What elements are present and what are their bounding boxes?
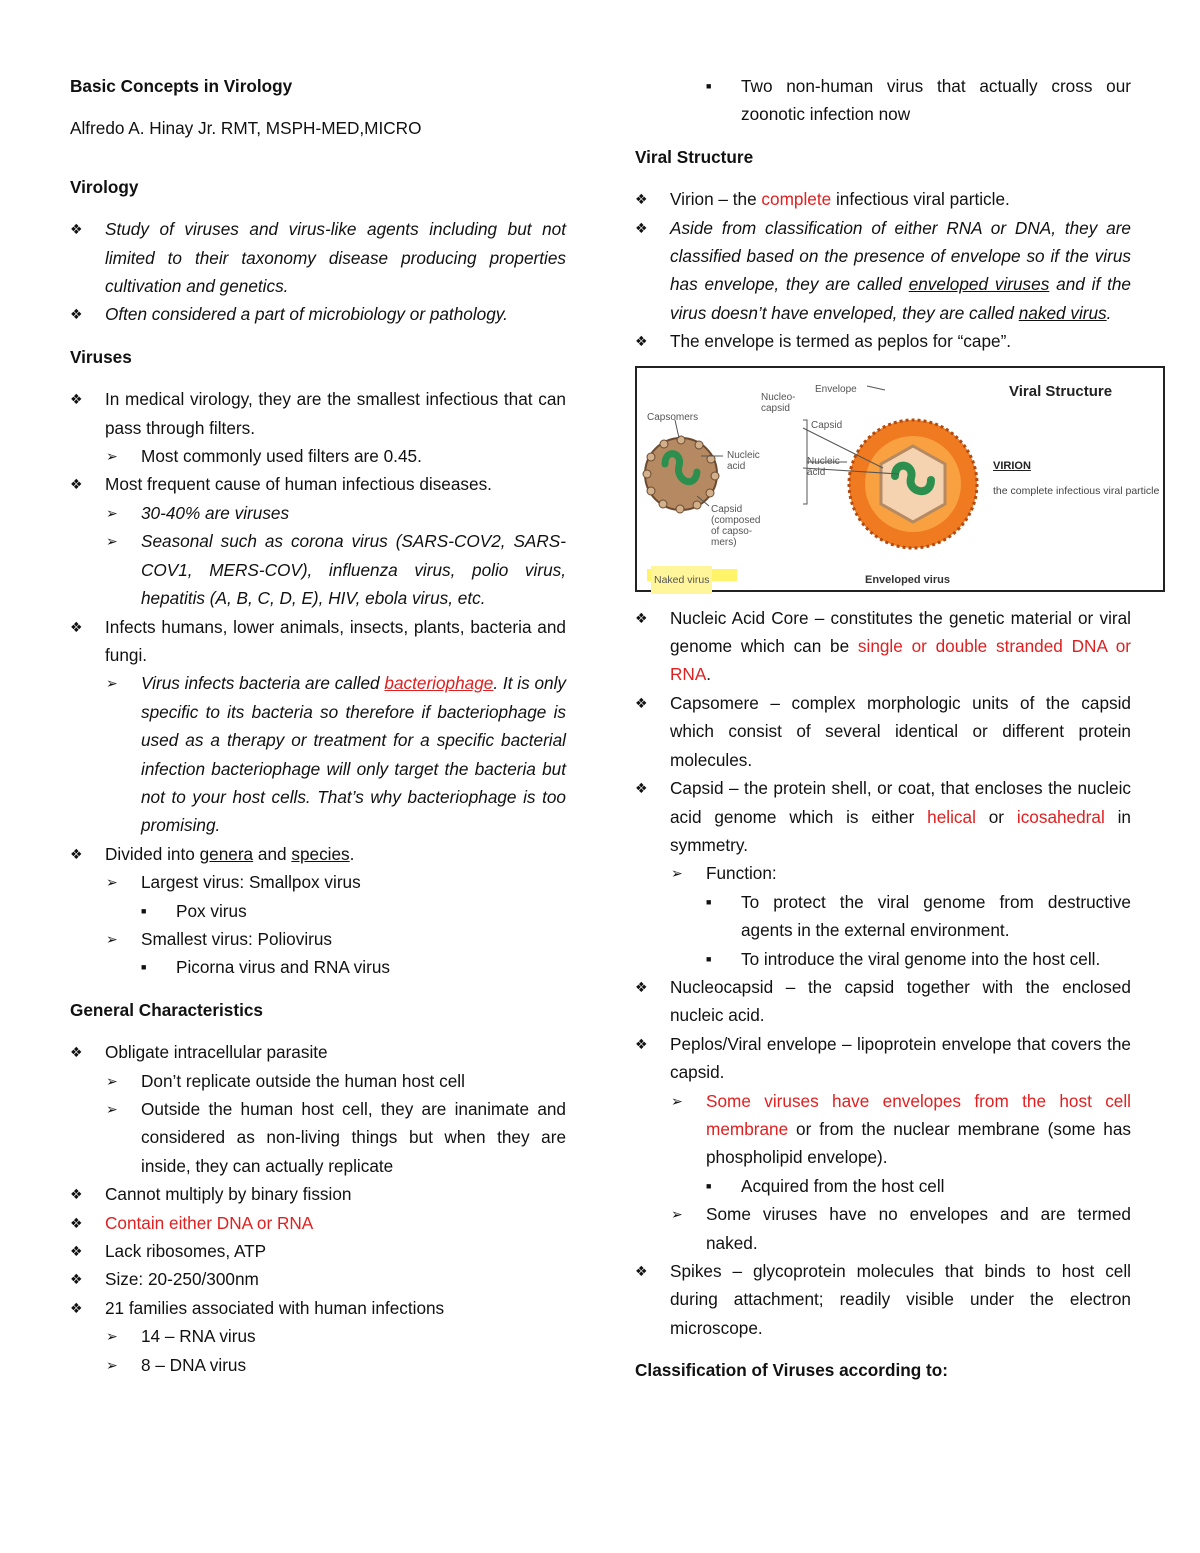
list-item: ➢ Some viruses have no envelopes and are termed naked. bbox=[635, 1200, 1131, 1257]
figure-virion-desc: the complete infectious viral particle bbox=[993, 484, 1160, 497]
arrow-bullet-icon: ➢ bbox=[671, 1092, 683, 1109]
figure-virion-label: VIRION bbox=[993, 459, 1031, 472]
list-item: ➢ Don’t replicate outside the human host cell bbox=[70, 1067, 566, 1095]
diamond-bullet-icon: ❖ bbox=[70, 1214, 83, 1231]
diamond-bullet-icon: ❖ bbox=[635, 191, 648, 208]
list-item: ➢ Most commonly used filters are 0.45. bbox=[70, 442, 566, 470]
list-item: ❖ Nucleic Acid Core – constitutes the genetic material or viral genome which can be single or double stranded DNA or RNA. bbox=[635, 604, 1131, 689]
diamond-bullet-icon: ❖ bbox=[635, 978, 648, 995]
genera-term: genera bbox=[199, 843, 254, 864]
list-item: ➢ 30-40% are viruses bbox=[70, 499, 566, 527]
diamond-bullet-icon: ❖ bbox=[70, 1243, 83, 1260]
diamond-bullet-icon: ❖ bbox=[635, 609, 648, 626]
diamond-bullet-icon: ❖ bbox=[70, 1186, 83, 1203]
list-item: ➢ Some viruses have envelopes from the host cell membrane or from the nuclear membrane (some has phospholipid envelope). bbox=[635, 1087, 1131, 1172]
list-item: ■ Acquired from the host cell bbox=[635, 1172, 1131, 1200]
document-title: Basic Concepts in Virology bbox=[70, 76, 293, 96]
arrow-bullet-icon: ➢ bbox=[671, 1206, 683, 1223]
list-item: ❖ Often considered a part of microbiology or pathology. bbox=[70, 300, 566, 328]
capsid-label: Capsid bbox=[811, 419, 843, 431]
enveloped-viruses-term: enveloped viruses bbox=[908, 274, 1050, 295]
species-term: species bbox=[291, 843, 350, 864]
arrow-bullet-icon: ➢ bbox=[671, 865, 683, 882]
list-item: ❖ Capsomere – complex morphologic units of the capsid which consist of several identical or different protein molecules. bbox=[635, 689, 1131, 774]
list-item: ❖ Size: 20-250/300nm bbox=[70, 1265, 566, 1293]
square-bullet-icon: ■ bbox=[706, 1180, 712, 1191]
list-item: ➢ Seasonal such as corona virus (SARS-COV2, SARS-COV1, MERS-COV), influenza virus, polio virus, hepatitis (A, B, C, D, E), HIV, ebola virus, etc. bbox=[70, 527, 566, 612]
diamond-bullet-icon: ❖ bbox=[70, 391, 83, 408]
general-characteristics-heading: General Characteristics bbox=[70, 999, 263, 1020]
capsid-composed-label: Capsid (composed of capso- mers) bbox=[711, 503, 761, 548]
list-item: ❖ Capsid – the protein shell, or coat, that encloses the nucleic acid genome which is either helical or icosahedral in symmetry. bbox=[635, 774, 1131, 859]
nucleocapsid-label: Nucleo- capsid bbox=[761, 391, 796, 414]
diamond-bullet-icon: ❖ bbox=[635, 694, 648, 711]
diamond-bullet-icon: ❖ bbox=[70, 618, 83, 635]
left-column bbox=[70, 72, 566, 1379]
list-item: ❖ 21 families associated with human infections bbox=[70, 1294, 566, 1322]
diamond-bullet-icon: ❖ bbox=[635, 1263, 648, 1279]
nucleic-acid-right-label: Nucleic acid bbox=[807, 455, 840, 478]
diamond-bullet-icon: ❖ bbox=[635, 333, 648, 350]
square-bullet-icon: ■ bbox=[706, 81, 712, 91]
arrow-bullet-icon: ➢ bbox=[106, 1328, 118, 1345]
figure-title: Viral Structure bbox=[1009, 382, 1113, 400]
list-item: ❖ Obligate intracellular parasite bbox=[70, 1038, 566, 1066]
arrow-bullet-icon: ➢ bbox=[106, 1356, 118, 1373]
arrow-bullet-icon: ➢ bbox=[106, 675, 118, 692]
arrow-bullet-icon: ➢ bbox=[106, 930, 118, 947]
diamond-bullet-icon: ❖ bbox=[70, 306, 83, 323]
diamond-bullet-icon: ❖ bbox=[70, 1044, 83, 1061]
list-item: ➢ 14 – RNA virus bbox=[70, 1322, 566, 1350]
list-item: ❖ Spikes – glycoprotein molecules that binds to host cell during attachment; readily visible under the electron microscope. bbox=[635, 1257, 1131, 1342]
list-item: ➢ Largest virus: Smallpox virus bbox=[70, 868, 566, 896]
list-item: ❖ Contain either DNA or RNA bbox=[70, 1209, 566, 1237]
classification-heading: Classification of Viruses according to: bbox=[635, 1360, 948, 1381]
square-bullet-icon: ■ bbox=[141, 962, 147, 973]
arrow-bullet-icon: ➢ bbox=[106, 504, 118, 521]
viral-structure-figure bbox=[635, 366, 1165, 592]
list-item: ❖ Divided into genera and species. bbox=[70, 840, 566, 868]
arrow-bullet-icon: ➢ bbox=[106, 874, 118, 891]
viral-structure-heading: Viral Structure bbox=[635, 146, 754, 167]
virology-heading: Virology bbox=[70, 176, 139, 197]
capsomers-label: Capsomers bbox=[647, 411, 699, 423]
list-item: ➢ Outside the human host cell, they are inanimate and considered as non-living things but when they are inside, they can actually replicate bbox=[70, 1095, 566, 1180]
list-item: ❖ Most frequent cause of human infectious diseases. bbox=[70, 470, 566, 498]
diamond-bullet-icon: ❖ bbox=[635, 219, 648, 236]
bacteriophage-term: bacteriophage bbox=[384, 673, 494, 694]
diamond-bullet-icon: ❖ bbox=[70, 845, 83, 862]
square-bullet-icon: ■ bbox=[706, 896, 712, 907]
envelope-label: Envelope bbox=[815, 383, 857, 395]
arrow-bullet-icon: ➢ bbox=[106, 1101, 118, 1117]
diamond-bullet-icon: ❖ bbox=[70, 1299, 83, 1316]
diamond-bullet-icon: ❖ bbox=[70, 221, 83, 238]
list-item: ■ To introduce the viral genome into the host cell. bbox=[635, 945, 1131, 973]
diamond-bullet-icon: ❖ bbox=[70, 476, 83, 493]
arrow-bullet-icon: ➢ bbox=[106, 448, 118, 465]
list-item: ❖ Study of viruses and virus-like agents including but not limited to their taxonomy disease producing properties cultivation and genetics. bbox=[70, 215, 566, 300]
viruses-heading: Viruses bbox=[70, 346, 132, 367]
list-item: ■ Pox virus bbox=[70, 897, 566, 925]
arrow-bullet-icon: ➢ bbox=[106, 533, 118, 550]
nucleic-acid-left-label: Nucleic acid bbox=[727, 449, 760, 472]
list-item: ❖ Aside from classification of either RNA or DNA, they are classified based on the presence of envelope so if the virus has envelope, they are called enveloped viruses and if the virus doesn’t have enveloped, they are called naked virus. bbox=[635, 214, 1131, 328]
list-item: ➢ Virus infects bacteria are called bacteriophage. It is only specific to its bacteria so therefore if bacteriophage is used as a therapy or treatment for a specific bacterial infection bacteriophage will only target the bacteria but not to your host cells. That’s why bacteriophage is too promising. bbox=[70, 669, 566, 839]
list-item: ➢ Smallest virus: Poliovirus bbox=[70, 925, 566, 953]
list-item: ❖ In medical virology, they are the smallest infectious that can pass through filters. bbox=[70, 385, 566, 442]
diamond-bullet-icon: ❖ bbox=[635, 1035, 648, 1052]
list-item: ■ Picorna virus and RNA virus bbox=[70, 953, 566, 981]
square-bullet-icon: ■ bbox=[706, 953, 712, 964]
list-item: ■ To protect the viral genome from destructive agents in the external environment. bbox=[635, 888, 1131, 945]
enveloped-virus-label: Enveloped virus bbox=[865, 573, 950, 586]
list-item: ❖ Infects humans, lower animals, insects, plants, bacteria and fungi. bbox=[70, 613, 566, 670]
author-line: Alfredo A. Hinay Jr. RMT, MSPH-MED,MICRO bbox=[70, 118, 422, 139]
naked-virus-term: naked virus bbox=[1018, 302, 1107, 323]
list-item: ❖ Peplos/Viral envelope – lipoprotein envelope that covers the capsid. bbox=[635, 1030, 1131, 1087]
list-item: ❖ Lack ribosomes, ATP bbox=[70, 1237, 566, 1265]
square-bullet-icon: ■ bbox=[141, 905, 147, 916]
diamond-bullet-icon: ❖ bbox=[70, 1271, 83, 1288]
arrow-bullet-icon: ➢ bbox=[106, 1072, 118, 1089]
list-item: ❖ Cannot multiply by binary fission bbox=[70, 1180, 566, 1208]
list-item: ➢ 8 – DNA virus bbox=[70, 1351, 566, 1379]
list-item: ➢ Function: bbox=[635, 859, 1131, 887]
list-item: ❖ The envelope is termed as peplos for “cape”. bbox=[635, 327, 1131, 355]
list-item: ❖ Nucleocapsid – the capsid together with the enclosed nucleic acid. bbox=[635, 973, 1131, 1030]
list-item: ■ Two non-human virus that actually cross our zoonotic infection now bbox=[635, 72, 1131, 129]
diamond-bullet-icon: ❖ bbox=[635, 780, 648, 797]
list-item: ❖ Virion – the complete infectious viral particle. bbox=[635, 185, 1131, 213]
right-column bbox=[635, 72, 1160, 1385]
naked-virus-label: Naked virus bbox=[651, 566, 712, 594]
